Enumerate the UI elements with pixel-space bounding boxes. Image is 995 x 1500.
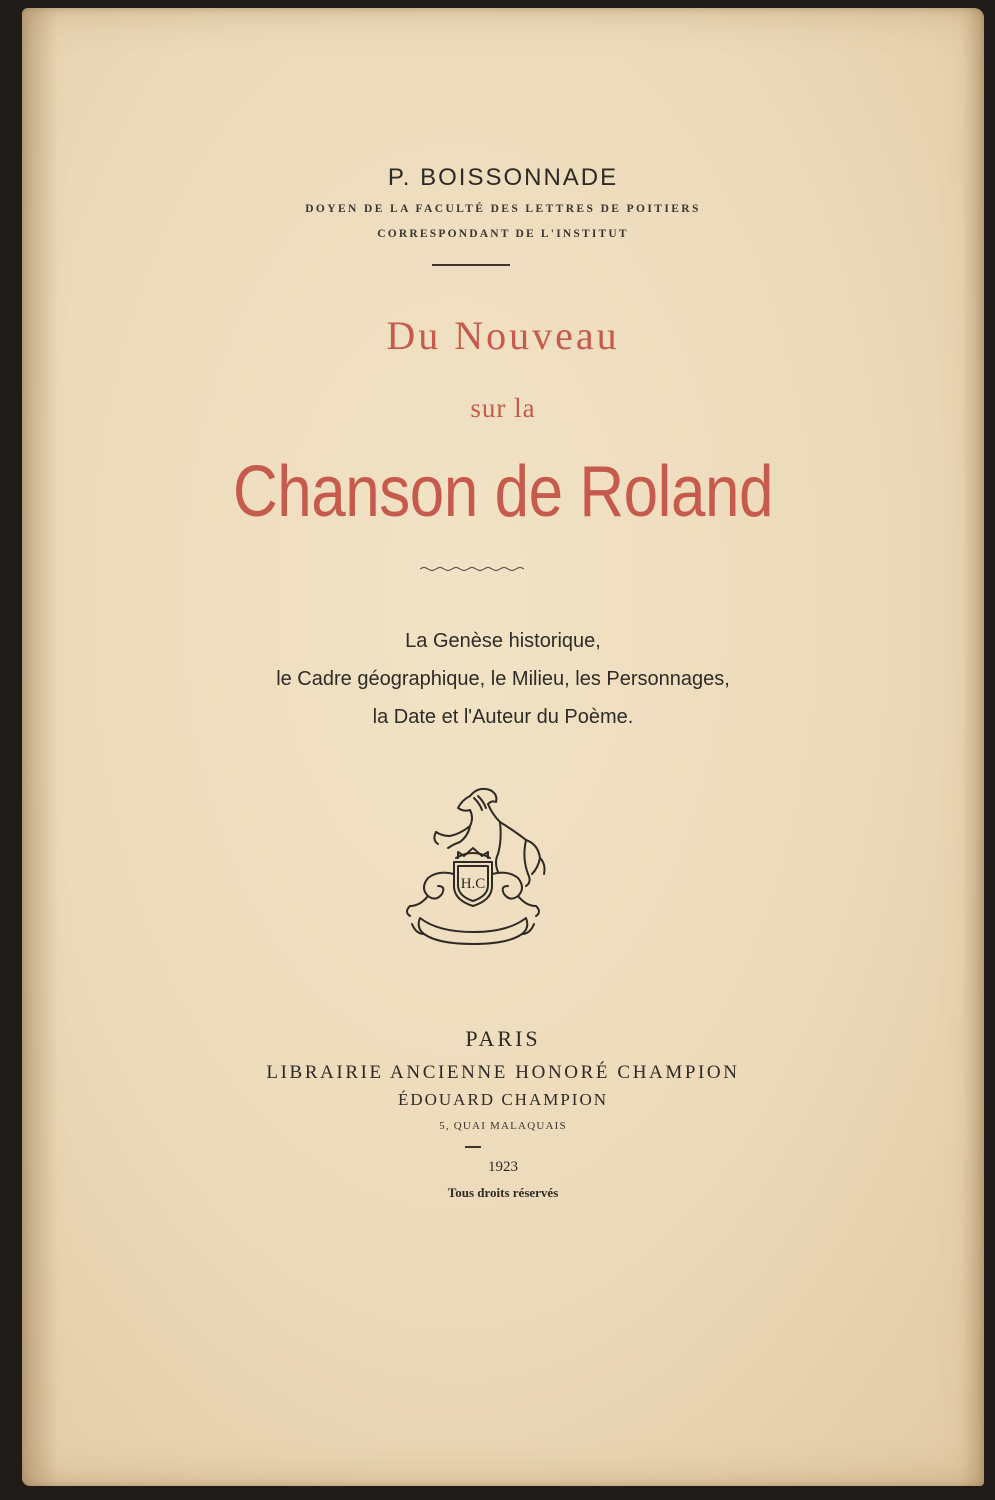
title-line2: sur la (470, 393, 536, 423)
publisher-address: 5, QUAI MALAQUAIS (439, 1120, 567, 1132)
author-name: P. BOISSONNADE (387, 164, 619, 191)
publication-year: 1923 (488, 1159, 518, 1175)
publisher-horse-emblem (398, 778, 548, 950)
author-affiliation-line2: CORRESPONDANT DE L'INSTITUT (377, 228, 629, 240)
ornamental-rule (418, 566, 528, 572)
book-cover (22, 8, 984, 1486)
subtitle-line3: la Date et l'Auteur du Poème. (372, 706, 634, 728)
rights-notice: Tous droits réservés (447, 1185, 559, 1200)
subtitle-line1: La Genèse historique, (405, 630, 601, 652)
author-affiliation-line1: DOYEN DE LA FACULTÉ DES LETTRES DE POITIERS (305, 203, 701, 215)
title-main: Chanson de Roland (232, 452, 774, 532)
publisher-line1: LIBRAIRIE ANCIENNE HONORÉ CHAMPION (266, 1062, 740, 1083)
publisher-line2: ÉDOUARD CHAMPION (397, 1090, 609, 1109)
publication-city: PARIS (465, 1026, 541, 1051)
subtitle-line2: le Cadre géographique, le Milieu, les Personnages, (276, 668, 730, 690)
divider-rule (432, 264, 510, 266)
title-line1: Du Nouveau (386, 313, 620, 358)
short-divider (465, 1146, 481, 1148)
emblem-initials: H.C (460, 876, 486, 892)
